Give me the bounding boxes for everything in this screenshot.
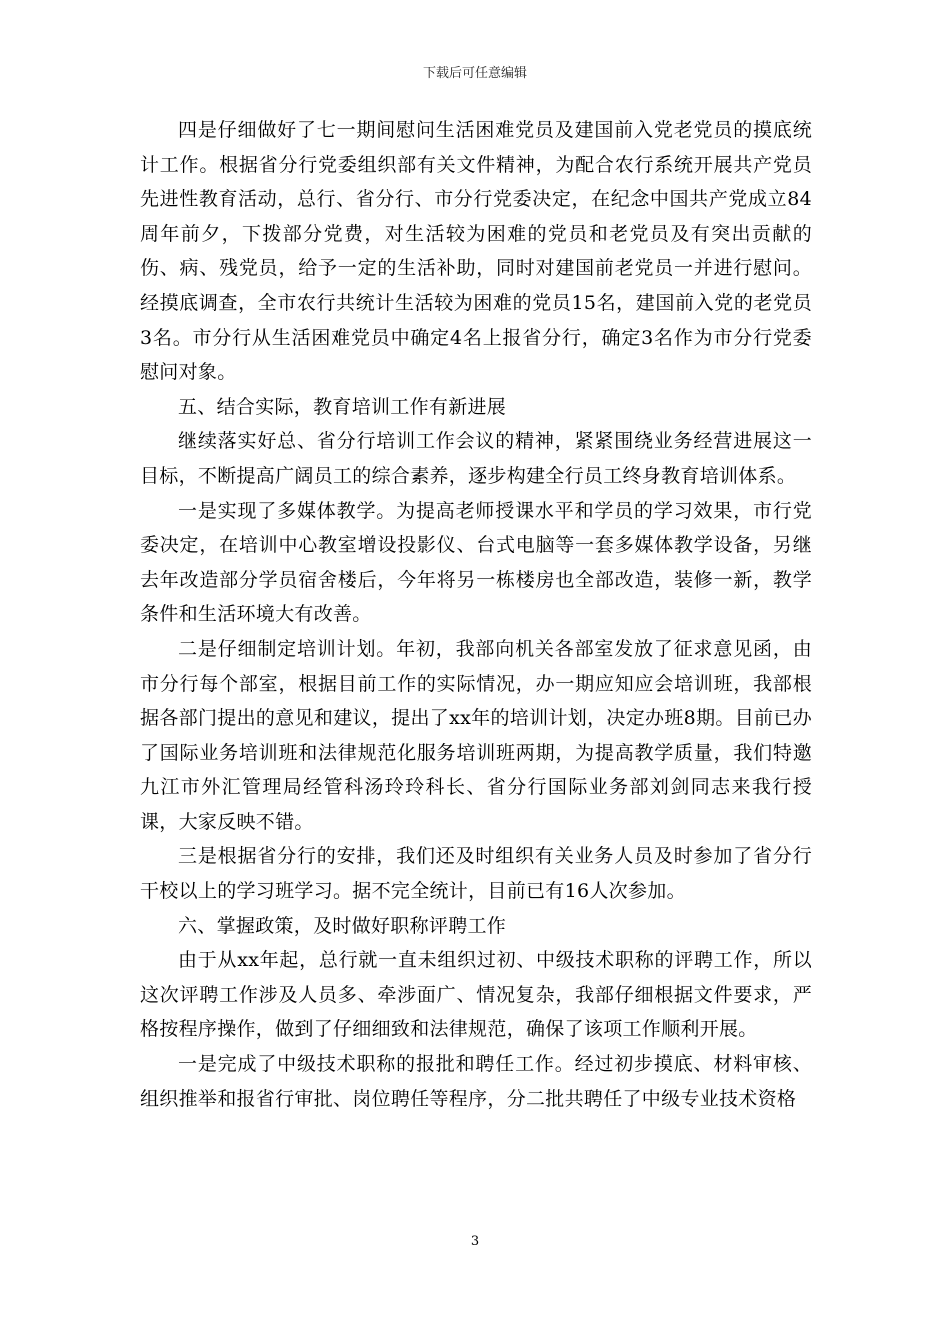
section-heading-6: 六、掌握政策，及时做好职称评聘工作 — [178, 914, 507, 937]
page-header: 下载后可任意编辑 — [422, 66, 527, 81]
paragraph-4: 二是仔细制定培训计划。年初，我部向机关各部室发放了征求意见函，由市分行每个部室，根据目前工作的实际情况，办一期应知应会培训班，我部根据各部门提出的意见和建议，提出了xx年的培训计划，决定办班8期。目前已办了国际业务培训班和法律规范化服务培训班两期，为提高教学质量，我们特邀九江市外汇管理局经管科汤玲玲科长、省分行国际业务部刘剑同志来我行授课，大家反映不错。 — [140, 637, 812, 833]
paragraph-3: 一是实现了多媒体教学。为提高老师授课水平和学员的学习效果，市行党委决定，在培训中心教室增设投影仪、台式电脑等一套多媒体教学设备，另继去年改造部分学员宿舍楼后，今年将另一栋楼房也全部改造，装修一新，教学条件和生活环境大有改善。 — [140, 499, 812, 626]
page-number: 3 — [470, 1234, 480, 1249]
paragraph-7: 一是完成了中级技术职称的报批和聘任工作。经过初步摸底、材料审核、组织推举和报省行审批、岗位聘任等程序，分二批共聘任了中级专业技术资格 — [140, 1053, 812, 1110]
document-body — [140, 113, 812, 1116]
paragraph-2: 继续落实好总、省分行培训工作会议的精神，紧紧围绕业务经营进展这一目标，不断提高广阔员工的综合素养，逐步构建全行员工终身教育培训体系。 — [140, 430, 812, 487]
paragraph-1: 四是仔细做好了七一期间慰问生活困难党员及建国前入党老党员的摸底统计工作。根据省分行党委组织部有关文件精神，为配合农行系统开展共产党员先进性教育活动，总行、省分行、市分行党委决定，在纪念中国共产党成立84周年前夕，下拨部分党费，对生活较为困难的党员和老党员及有突出贡献的伤、病、残党员，给予一定的生活补助，同时对建国前老党员一并进行慰问。经摸底调查，全市农行共统计生活较为困难的党员15名，建国前入党的老党员3名。市分行从生活困难党员中确定4名上报省分行，确定3名作为市分行党委慰问对象。 — [140, 119, 812, 384]
section-heading-5: 五、结合实际，教育培训工作有新进展 — [178, 395, 507, 418]
paragraph-5: 三是根据省分行的安排，我们还及时组织有关业务人员及时参加了省分行干校以上的学习班学习。据不完全统计，目前已有16人次参加。 — [140, 845, 812, 903]
paragraph-6: 由于从xx年起，总行就一直未组织过初、中级技术职称的评聘工作，所以这次评聘工作涉及人员多、牵涉面广、情况复杂，我部仔细根据文件要求，严格按程序操作，做到了仔细细致和法律规范，确保了该项工作顺利开展。 — [140, 949, 812, 1041]
